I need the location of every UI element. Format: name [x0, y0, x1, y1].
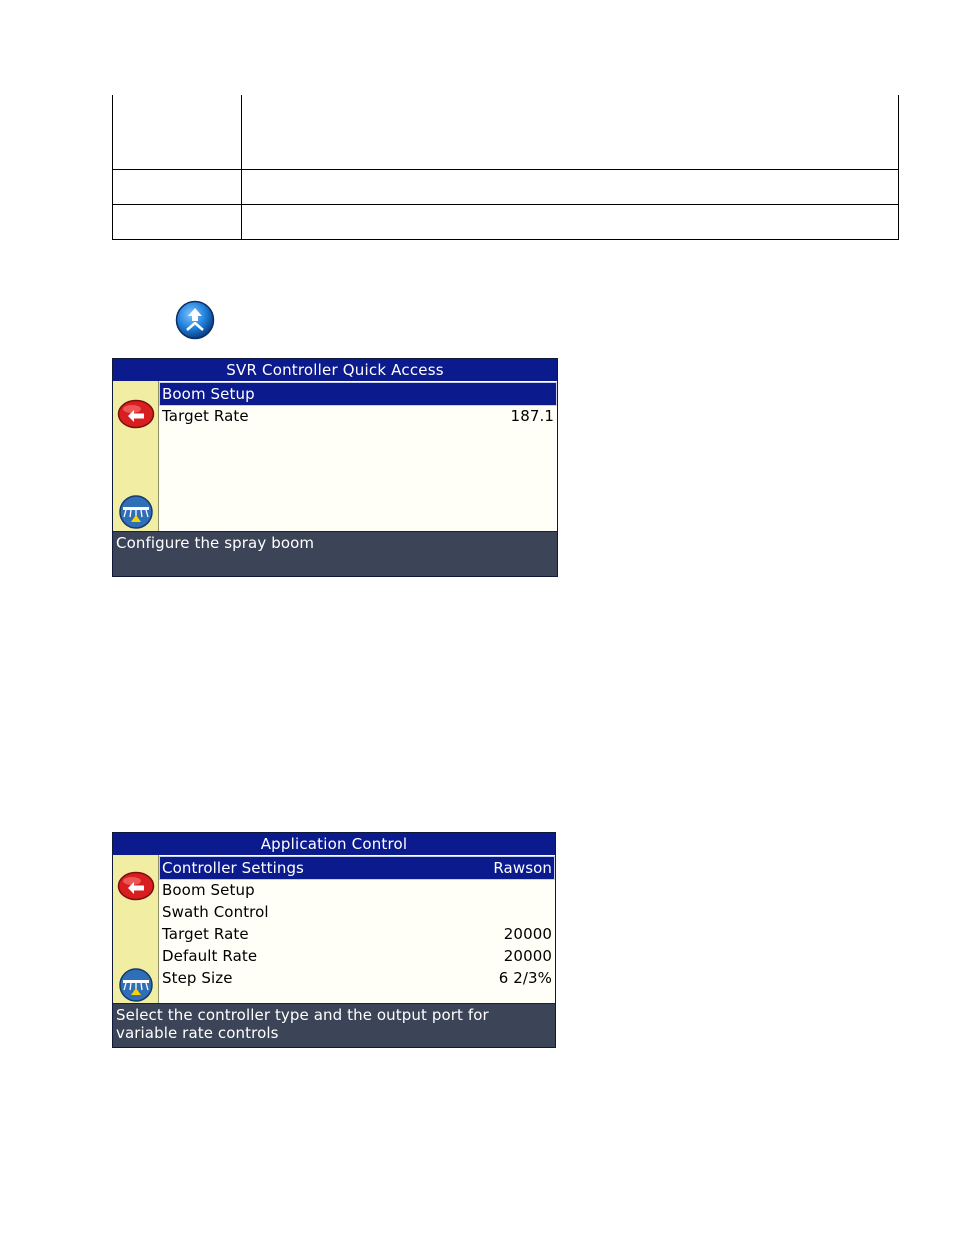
table-cell	[113, 95, 242, 170]
menu-item-target-rate[interactable]	[160, 405, 556, 427]
menu-item-label: Target Rate	[162, 407, 249, 425]
menu-item-target-rate[interactable]	[160, 923, 554, 945]
menu-item-value: 6 2/3%	[498, 969, 552, 987]
menu-item-value: Rawson	[493, 859, 552, 877]
back-arrow-icon[interactable]	[117, 399, 155, 429]
status-bar: Configure the spray boom	[113, 531, 557, 576]
table-cell	[113, 205, 242, 240]
document-table	[112, 95, 899, 240]
menu-item-default-rate[interactable]	[160, 945, 554, 967]
menu-item-step-size[interactable]	[160, 967, 554, 989]
table-cell	[242, 170, 899, 205]
application-control-screen	[112, 832, 556, 1048]
table-cell	[242, 95, 899, 170]
menu-item-label: Swath Control	[162, 903, 269, 921]
screen-sidebar	[113, 855, 159, 1005]
menu-item-swath-control[interactable]	[160, 901, 554, 923]
menu-item-value: 20000	[503, 947, 552, 965]
spray-boom-icon[interactable]	[117, 495, 155, 529]
svr-quick-access-screen	[112, 358, 558, 577]
table-cell	[113, 170, 242, 205]
back-arrow-icon[interactable]	[117, 871, 155, 901]
table-cell	[242, 205, 899, 240]
screen-title: SVR Controller Quick Access	[113, 359, 557, 381]
screen-sidebar	[113, 381, 159, 531]
menu-item-label: Boom Setup	[162, 881, 255, 899]
menu-item-label: Boom Setup	[162, 385, 255, 403]
menu-item-label: Default Rate	[162, 947, 258, 965]
menu-item-label: Controller Settings	[162, 859, 304, 877]
menu-item-value: 187.1	[510, 407, 554, 425]
status-bar: Select the controller type and the output port for variable rate controls	[113, 1003, 555, 1047]
menu-item-boom-setup[interactable]	[160, 383, 556, 405]
menu-item-controller-settings[interactable]	[160, 857, 554, 879]
quick-access-icon[interactable]	[175, 300, 215, 340]
menu-list	[159, 855, 555, 1005]
screen-title: Application Control	[113, 833, 555, 855]
menu-item-label: Step Size	[162, 969, 233, 987]
spray-boom-icon[interactable]	[117, 968, 155, 1002]
menu-item-boom-setup[interactable]	[160, 879, 554, 901]
menu-item-label: Target Rate	[162, 925, 249, 943]
menu-list	[159, 381, 557, 531]
menu-item-value: 20000	[503, 925, 552, 943]
